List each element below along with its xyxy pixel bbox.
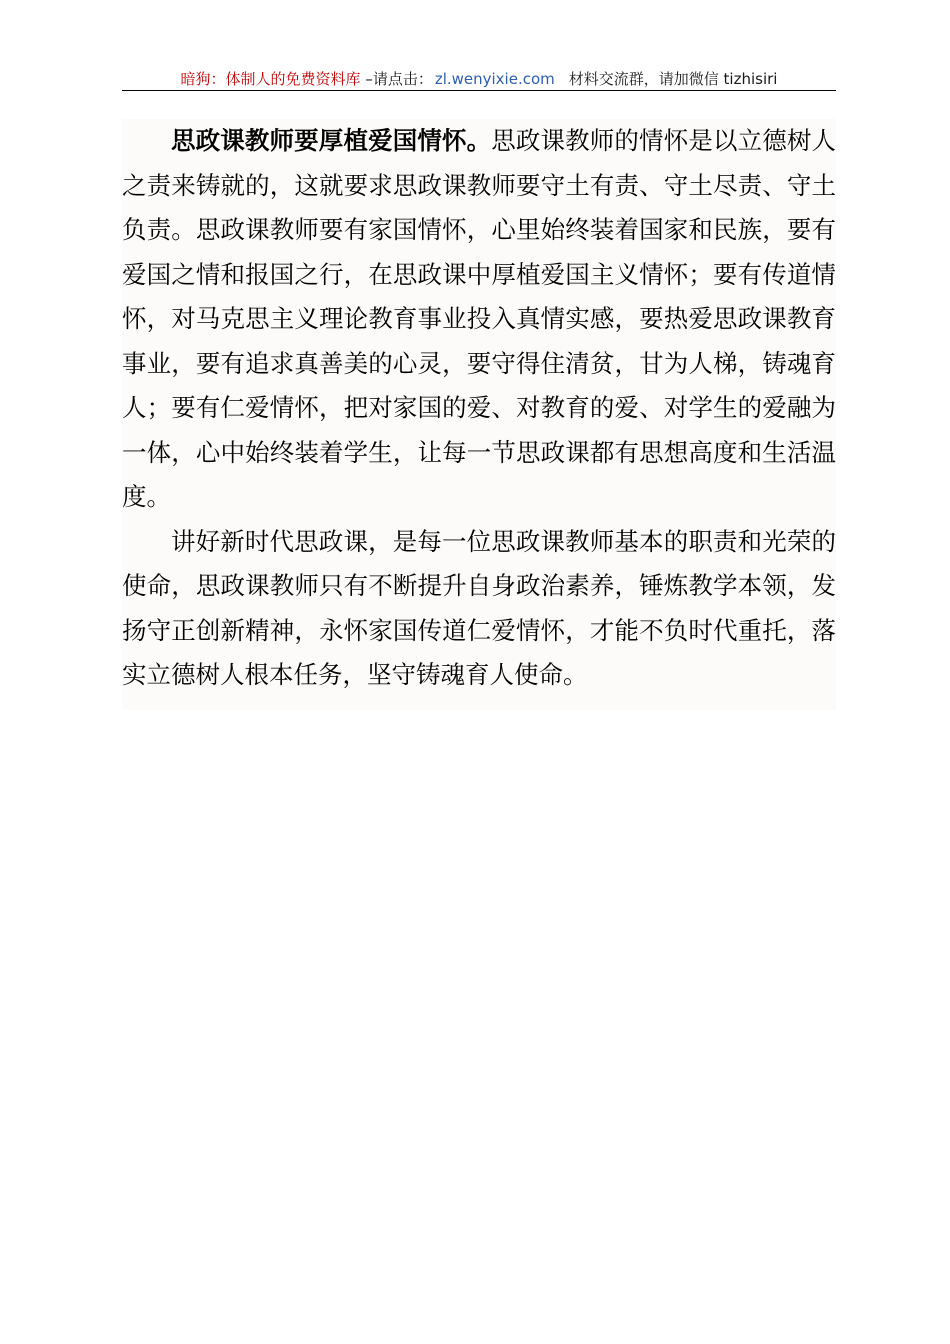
- document-body: [122, 119, 836, 710]
- paragraph: [122, 119, 836, 520]
- paragraph-text: 讲好新时代思政课，是每一位思政课教师基本的职责和光荣的使命，思政课教师只有不断提升自身政治素养，锤炼教学本领，发扬守正创新精神，永怀家国传道仁爱情怀，才能不负时代重托，落实立德树人根本任务，坚守铸魂育人使命。: [122, 526, 836, 689]
- header-cta: –请点击：: [360, 70, 433, 88]
- header-link[interactable]: zl.wenyixie.com: [434, 70, 555, 88]
- header-wechat: 材料交流群，请加微信 tizhisiri: [568, 70, 778, 88]
- paragraph-lead: 思政课教师要厚植爱国情怀。: [171, 126, 492, 155]
- page-header: [122, 68, 836, 91]
- paragraph-text: 思政课教师的情怀是以立德树人之责来铸就的，这就要求思政课教师要守土有责、守土尽责、守土负责。思政课教师要有家国情怀，心里始终装着国家和民族，要有爱国之情和报国之行，在思政课中厚植爱国主义情怀；要有传道情怀，对马克思主义理论教育事业投入真情实感，要热爱思政课教育事业，要有追求真善美的心灵，要守得住清贫，甘为人梯，铸魂育人；要有仁爱情怀，把对家国的爱、对教育的爱、对学生的爱融为一体，心中始终装着学生，让每一节思政课都有思想高度和生活温度。: [122, 126, 836, 511]
- header-brand: 暗狗：体制人的免费资料库: [180, 70, 361, 88]
- paragraph: [122, 520, 836, 698]
